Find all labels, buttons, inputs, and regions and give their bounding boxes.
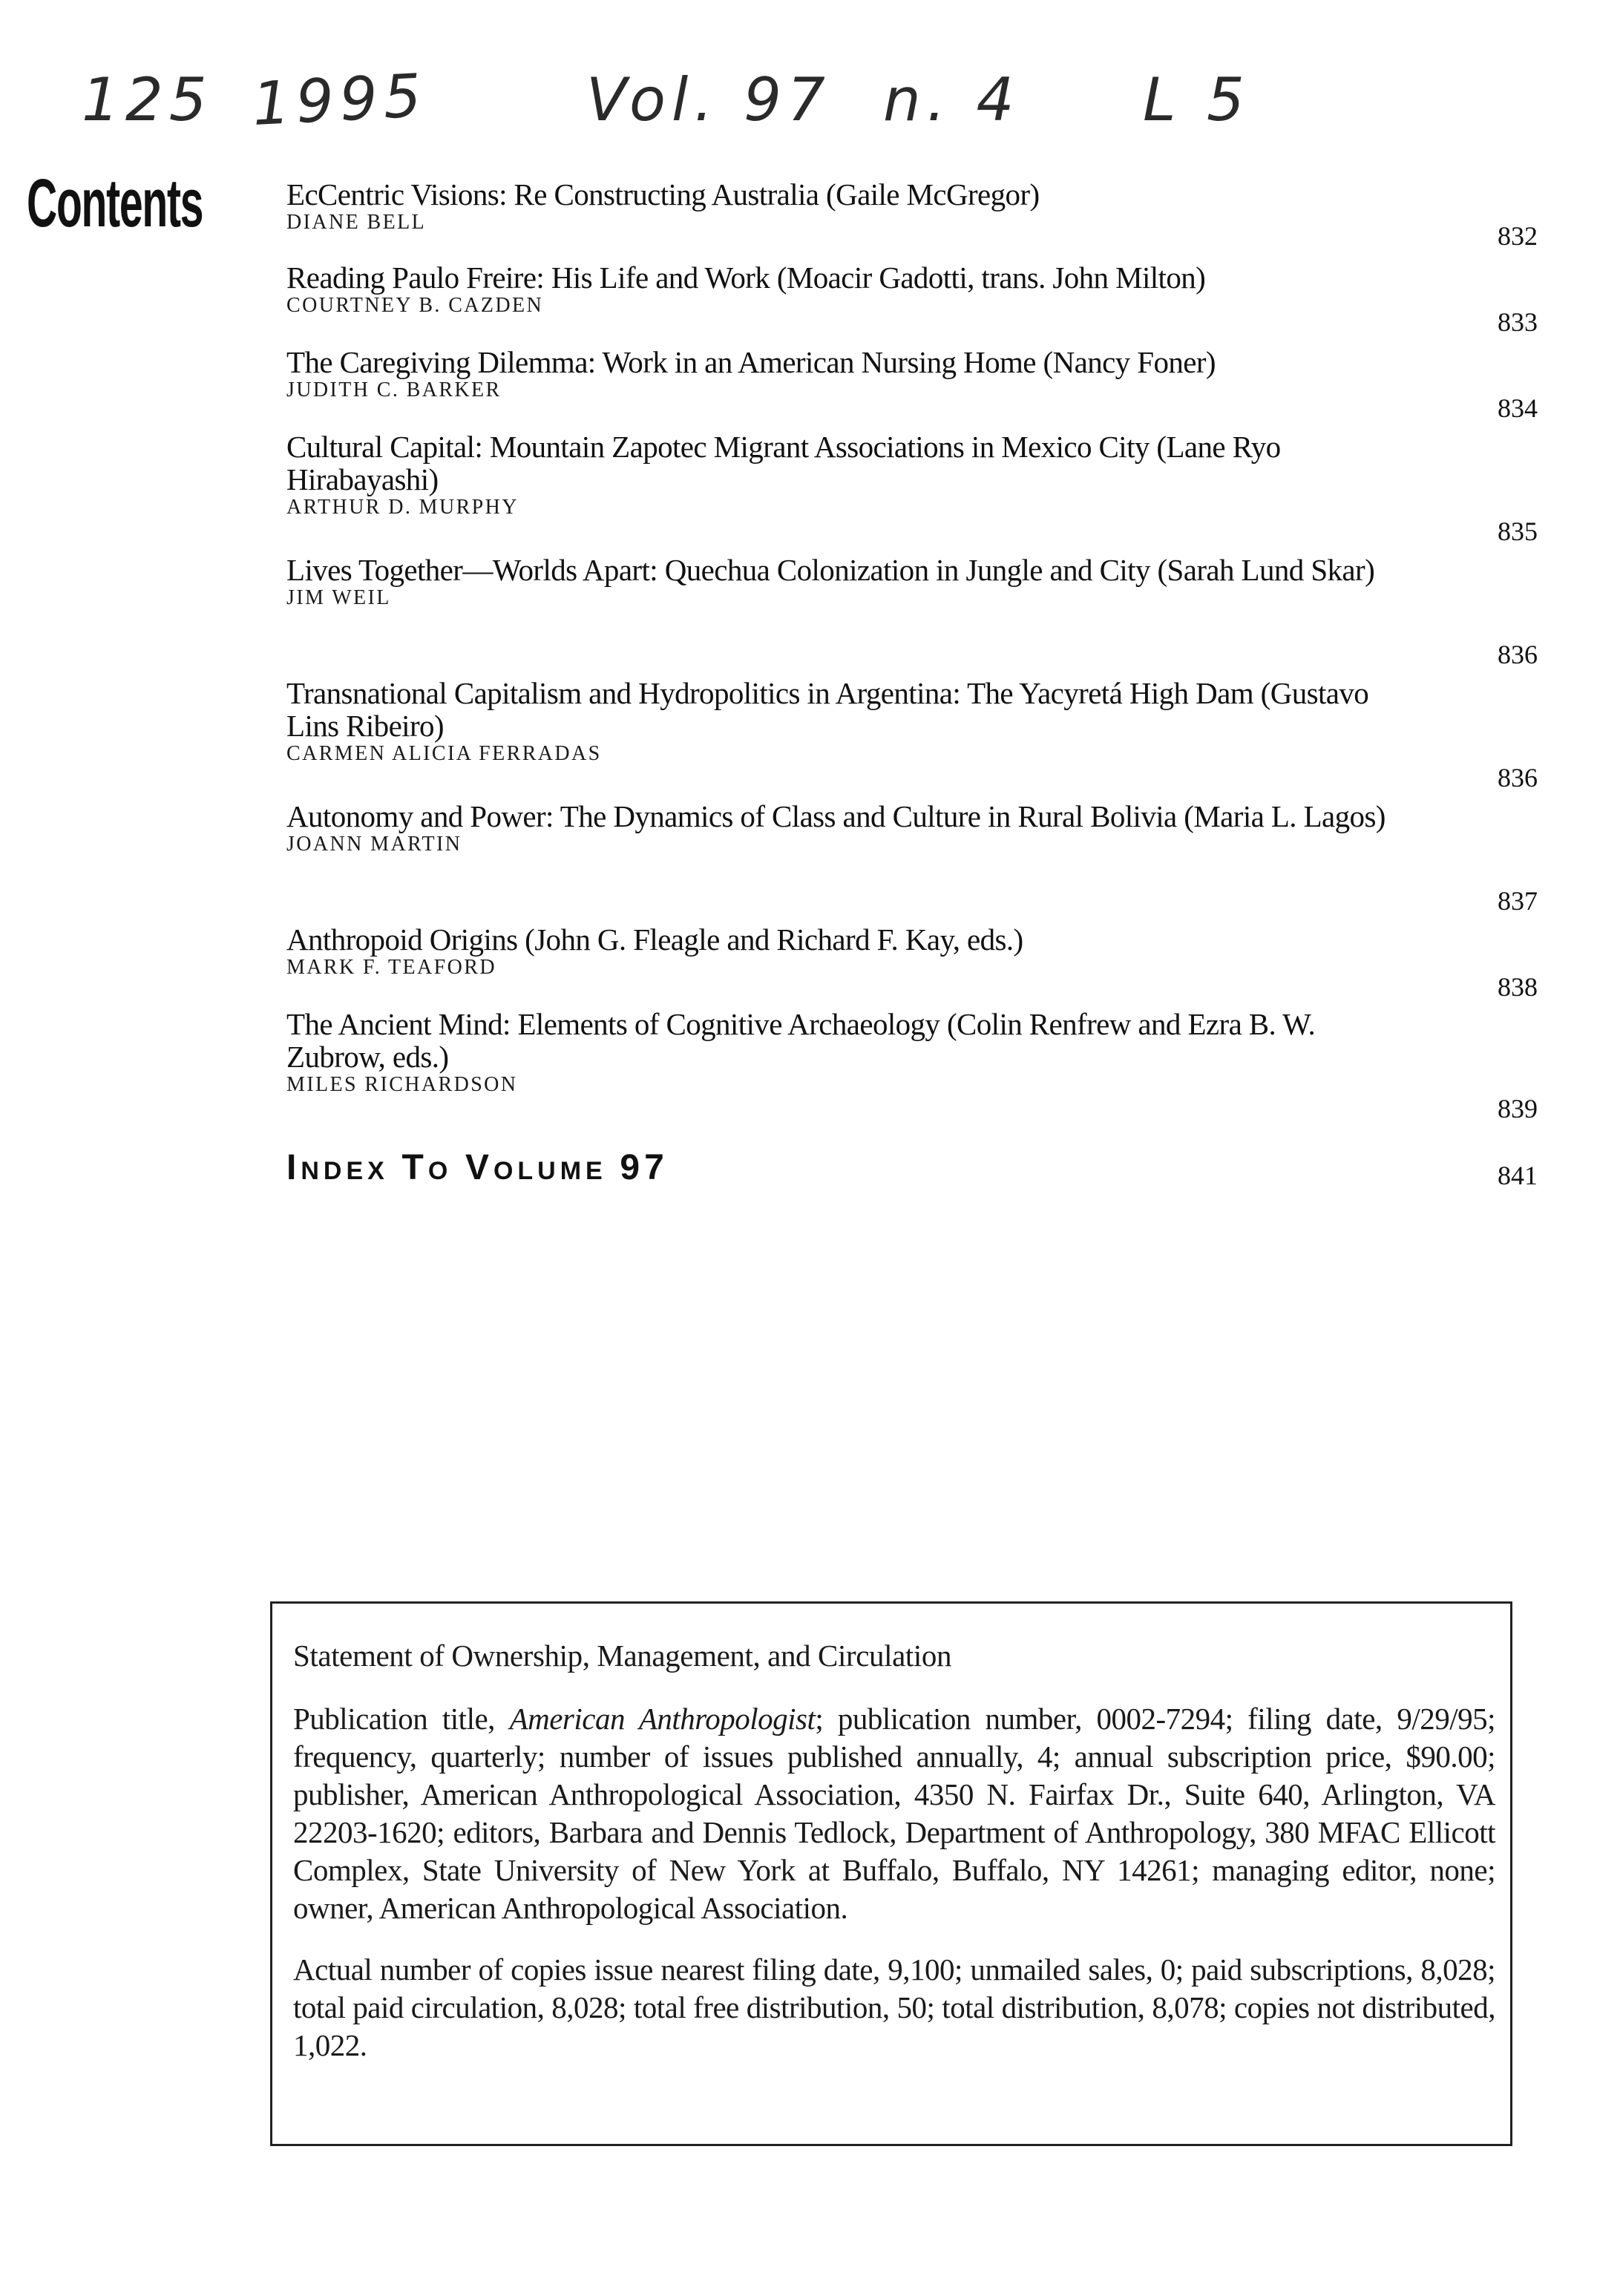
entry-page-number: 836: [1498, 763, 1538, 793]
handwritten-issue: n. 4: [883, 65, 1020, 134]
handwritten-number: 125: [82, 65, 213, 134]
entry-title: Lives Together—Worlds Apart: Quechua Colonization in Jungle and City (Sarah Lund Skar): [286, 553, 1375, 587]
toc-entry: [286, 430, 1414, 519]
entry-title: EcCentric Visions: Re Constructing Australia (Gaile McGregor): [286, 177, 1040, 211]
entry-page-number: 838: [1498, 972, 1538, 1002]
entry-title: Transnational Capitalism and Hydropolitics in Argentina: The Yacyretá High Dam (Gustavo Lins Ribeiro): [286, 676, 1369, 743]
entry-title: The Caregiving Dilemma: Work in an American Nursing Home (Nancy Foner): [286, 345, 1216, 379]
toc-entry: [286, 554, 1414, 610]
page-title: Contents: [27, 165, 203, 241]
handwritten-code: L 5: [1143, 65, 1250, 134]
index-heading: INDEX TO VOLUME 97: [286, 1148, 669, 1187]
entry-author: JOANN MARTIN: [286, 833, 462, 856]
statement-heading: Statement of Ownership, Management, and Circulation: [293, 1639, 952, 1673]
handwritten-volume: Vol. 97: [586, 65, 831, 134]
toc-entry: [286, 178, 1414, 234]
entry-author: MARK F. TEAFORD: [286, 956, 496, 979]
entry-author: DIANE BELL: [286, 211, 427, 234]
entry-title: Cultural Capital: Mountain Zapotec Migrant Associations in Mexico City (Lane Ryo Hirabayashi): [286, 430, 1281, 496]
entry-page-number: 832: [1498, 221, 1538, 251]
statement-circulation-details: Actual number of copies issue nearest filing date, 9,100; unmailed sales, 0; paid subscriptions, 8,028; total paid circulation, 8,028; total free distribution, 50; total distribution, 8,078; copies not distributed, 1,022.: [293, 1952, 1495, 2062]
entry-author: JUDITH C. BARKER: [286, 378, 502, 401]
entry-author: MILES RICHARDSON: [286, 1073, 518, 1096]
ownership-statement-box: [270, 1601, 1512, 2146]
entry-page-number: 833: [1498, 307, 1538, 337]
entry-title: Anthropoid Origins (John G. Fleagle and Richard F. Kay, eds.): [286, 922, 1023, 957]
journal-title: American Anthropologist: [509, 1702, 816, 1736]
statement-text: ; publication number, 0002-7294; filing date, 9/29/95; frequency, quarterly; number of issues published annually, 4; annual subscription price, $90.00; publisher, American Anthropological Association, 4350 N. Fairfax Dr., Suite 640, Arlington, VA 22203-1620; editors, Barbara and Dennis Tedlock, Department of Anthropology, 380 MFAC Ellicott Complex, State University of New York at Buffalo, Buffalo, NY 14261; managing editor, none; owner, American Anthropological Association.: [293, 1702, 1495, 1925]
entry-author: COURTNEY B. CAZDEN: [286, 294, 544, 317]
index-page-number: 841: [1498, 1161, 1538, 1190]
entry-page-number: 834: [1498, 393, 1538, 423]
entry-title: Autonomy and Power: The Dynamics of Class and Culture in Rural Bolivia (Maria L. Lagos): [286, 799, 1386, 833]
statement-text: Publication title,: [293, 1702, 510, 1736]
entry-page-number: 839: [1498, 1094, 1538, 1124]
handwritten-year: 1995: [250, 60, 429, 140]
handwritten-annotation: [82, 60, 1343, 147]
toc-entry: [286, 677, 1414, 766]
toc-entry: [286, 261, 1414, 318]
entry-page-number: 837: [1498, 886, 1538, 916]
toc-entry: [286, 800, 1414, 856]
toc-entry: [286, 1008, 1414, 1097]
entry-author: JIM WEIL: [286, 586, 391, 609]
entry-title: The Ancient Mind: Elements of Cognitive Archaeology (Colin Renfrew and Ezra B. W. Zubrow, eds.): [286, 1007, 1316, 1074]
toc-entry: [286, 923, 1414, 980]
statement-publication-details: [293, 1700, 1495, 1927]
entry-author: CARMEN ALICIA FERRADAS: [286, 742, 602, 765]
entry-author: ARTHUR D. MURPHY: [286, 496, 519, 519]
entry-page-number: 836: [1498, 640, 1538, 669]
entry-title: Reading Paulo Freire: His Life and Work (Moacir Gadotti, trans. John Milton): [286, 260, 1206, 295]
entry-page-number: 835: [1498, 516, 1538, 546]
toc-entry: [286, 346, 1414, 402]
